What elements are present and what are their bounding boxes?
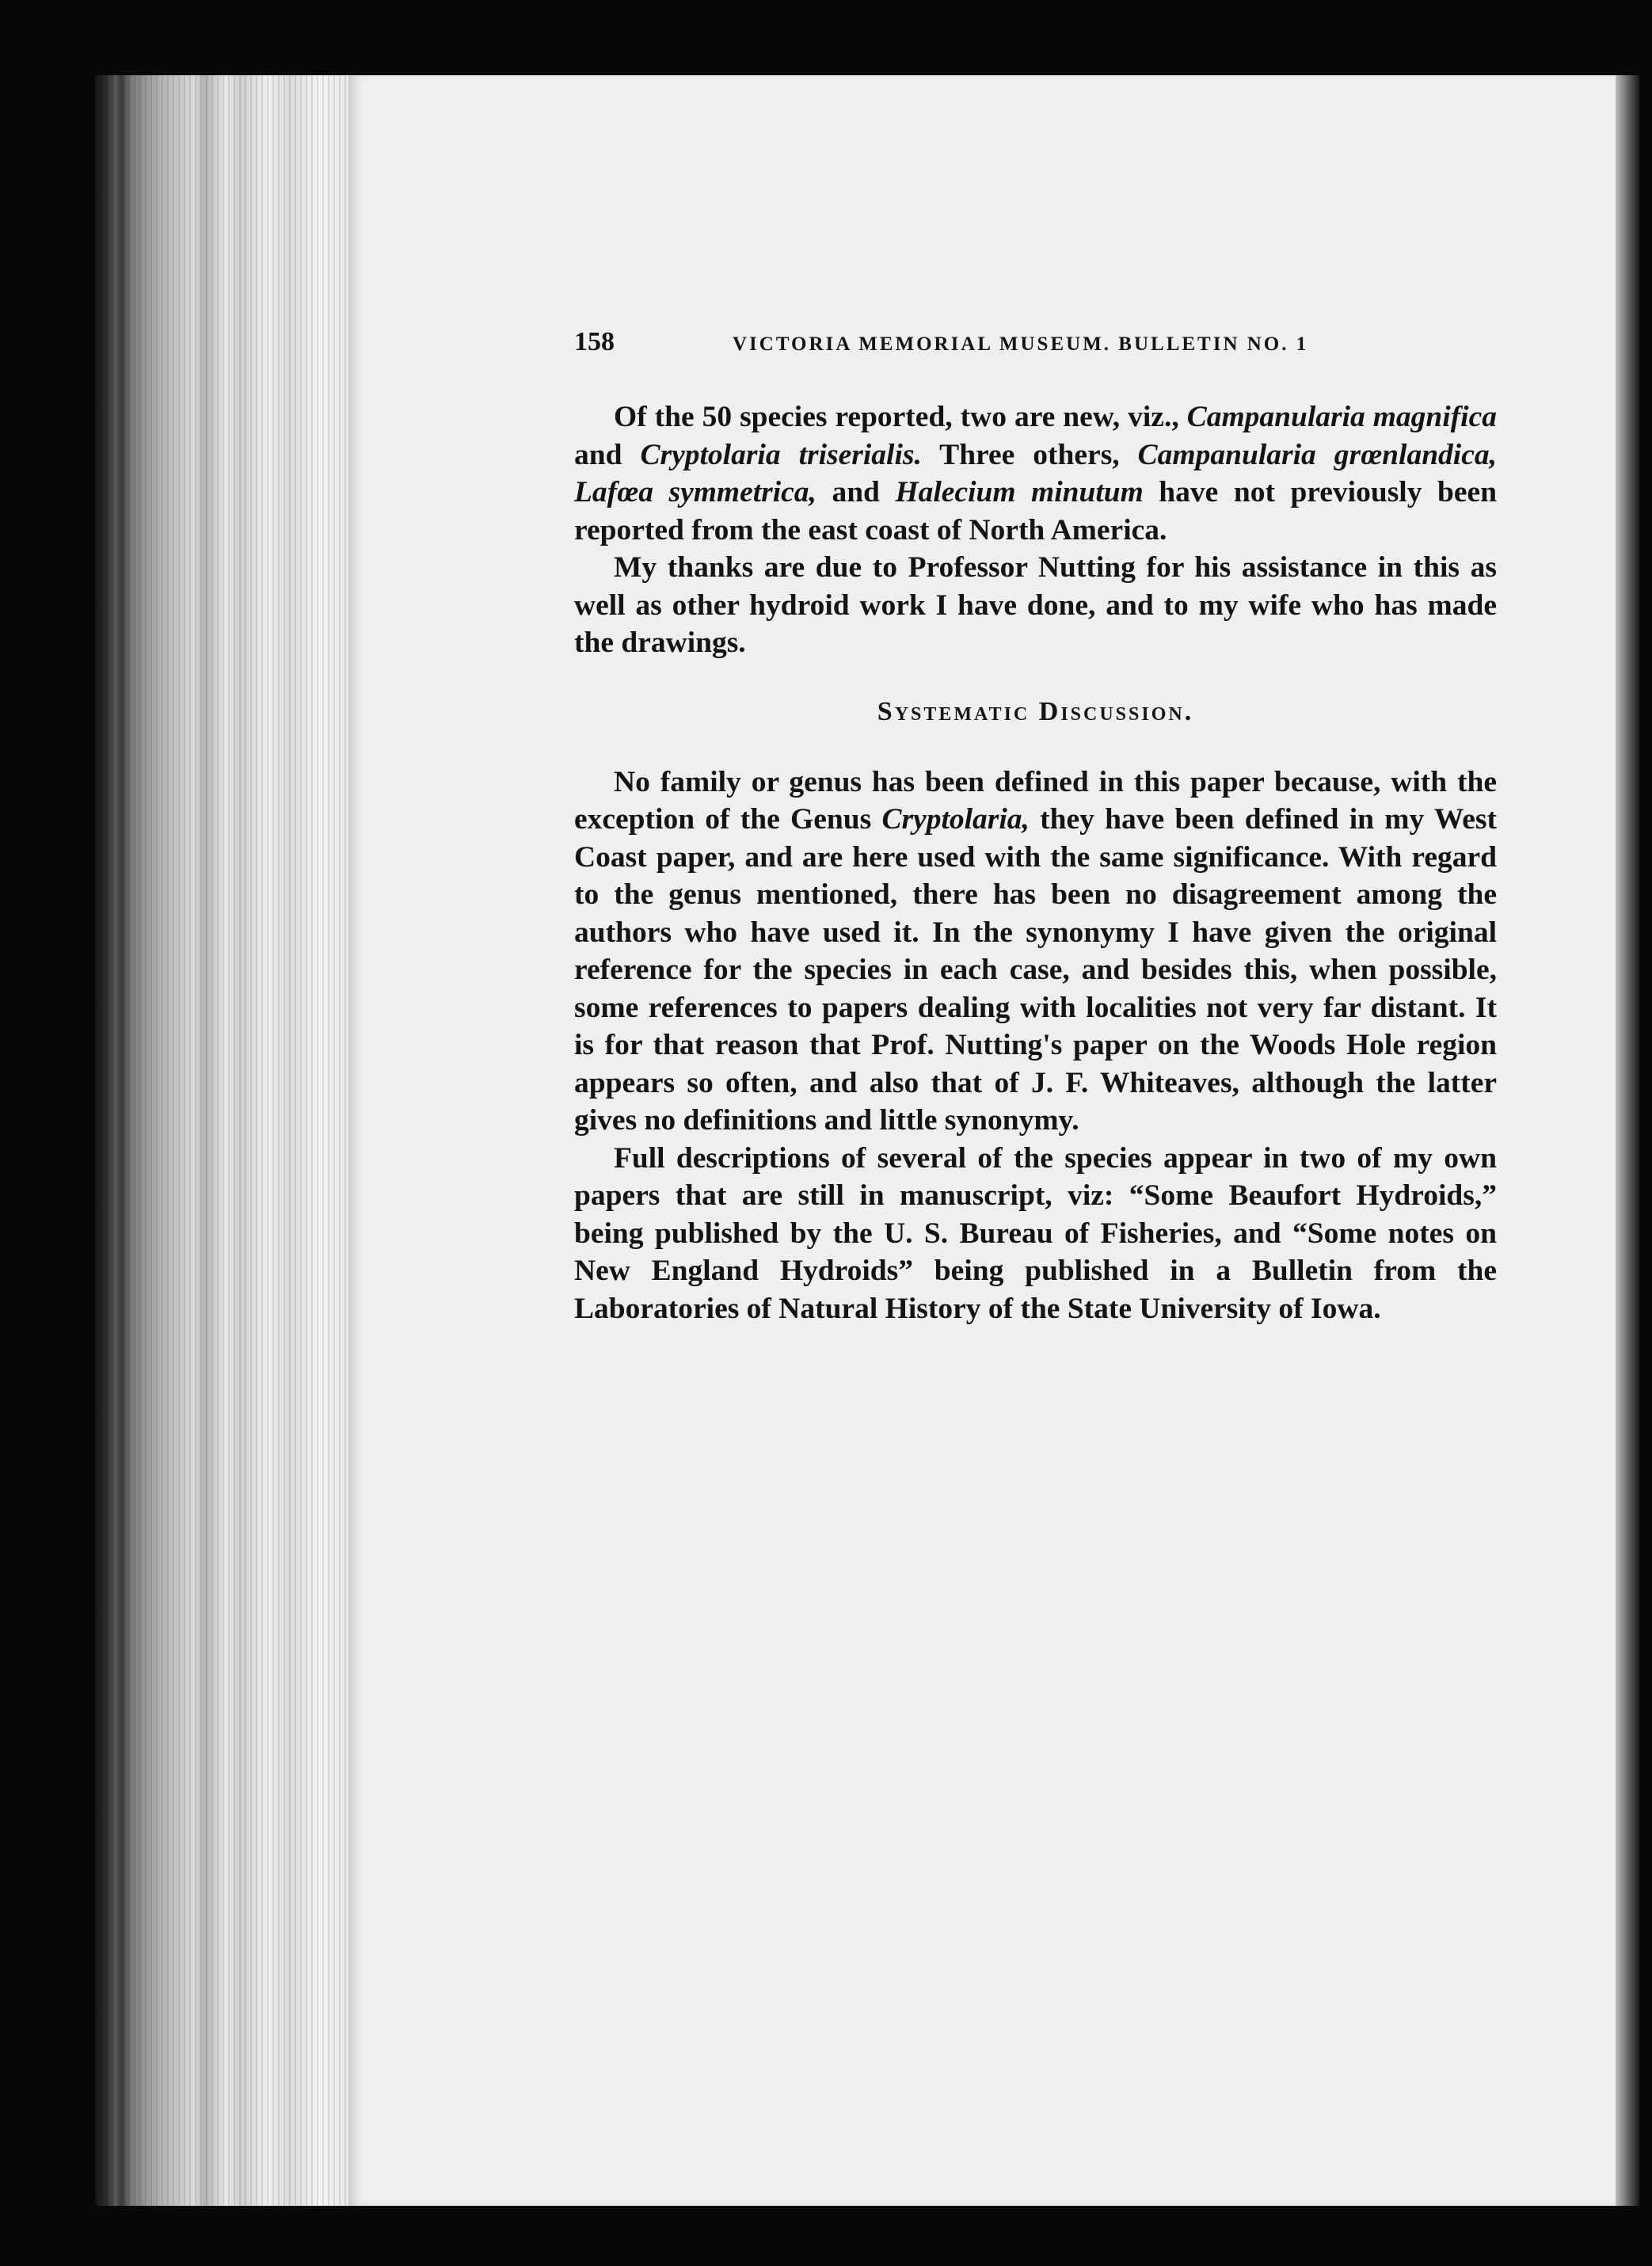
page-number: 158 [574,327,615,356]
species-name: Halecium minutum [895,476,1144,508]
paragraph-acknowledgements: My thanks are due to Professor Nutting for his assistance in this as well as other hydroid work I have done, and to my wife who has made the drawings. [574,551,1497,659]
text-run: Three others, [921,438,1138,471]
paragraph-manuscripts: Full descriptions of several of the species appear in two of my own papers that are still in manuscript, viz: “Some Beaufort Hydroids,” being published by the U. S. Bureau of Fisheries, and “Some notes on New England Hydroids” being published in a Bulletin from the Laboratories of Natural History of the State University of Iowa. [574,1141,1497,1325]
species-name: Cryptolaria triserialis. [640,438,922,471]
section-heading: Systematic Discussion. [877,696,1194,726]
text-run: and [574,438,641,471]
book-page [348,75,1616,2206]
paragraph-species-reported [574,398,1497,549]
paragraph-discussion [574,764,1497,1140]
running-head-title: VICTORIA MEMORIAL MUSEUM. BULLETIN NO. 1 [733,333,1309,355]
text-run: have not previously been reported from the east coast of North America. [574,476,1497,547]
text-run: No family or genus has been defined in this paper because, with the exception of the Genus [574,765,1497,836]
genus-name: Cryptolaria, [881,803,1030,836]
text-run: Of the 50 species reported, two are new, viz., [614,401,1187,433]
running-head [574,327,1497,375]
text-run: they have been defined in my West Coast paper, and are here used with the same significance. With regard to the genus mentioned, there has been no disagreement among the authors who have used it. In the synonymy I have given the original reference for the species in each case, and besides this, when possible, some references to papers dealing with localities not very far distant. It is for that reason that Prof. Nutting's paper on the Woods Hole region appears so often, and also that of J. F. Whiteaves, although the latter gives no definitions and little synonymy. [574,803,1497,1137]
book-page-edges [95,75,356,2206]
text-run: and [816,476,896,508]
species-name: Campanularia magnifica [1186,401,1497,433]
species-name: Campanularia grœnlandica, Lafœa symmetrica, [574,438,1497,508]
text-block [574,327,1497,1327]
